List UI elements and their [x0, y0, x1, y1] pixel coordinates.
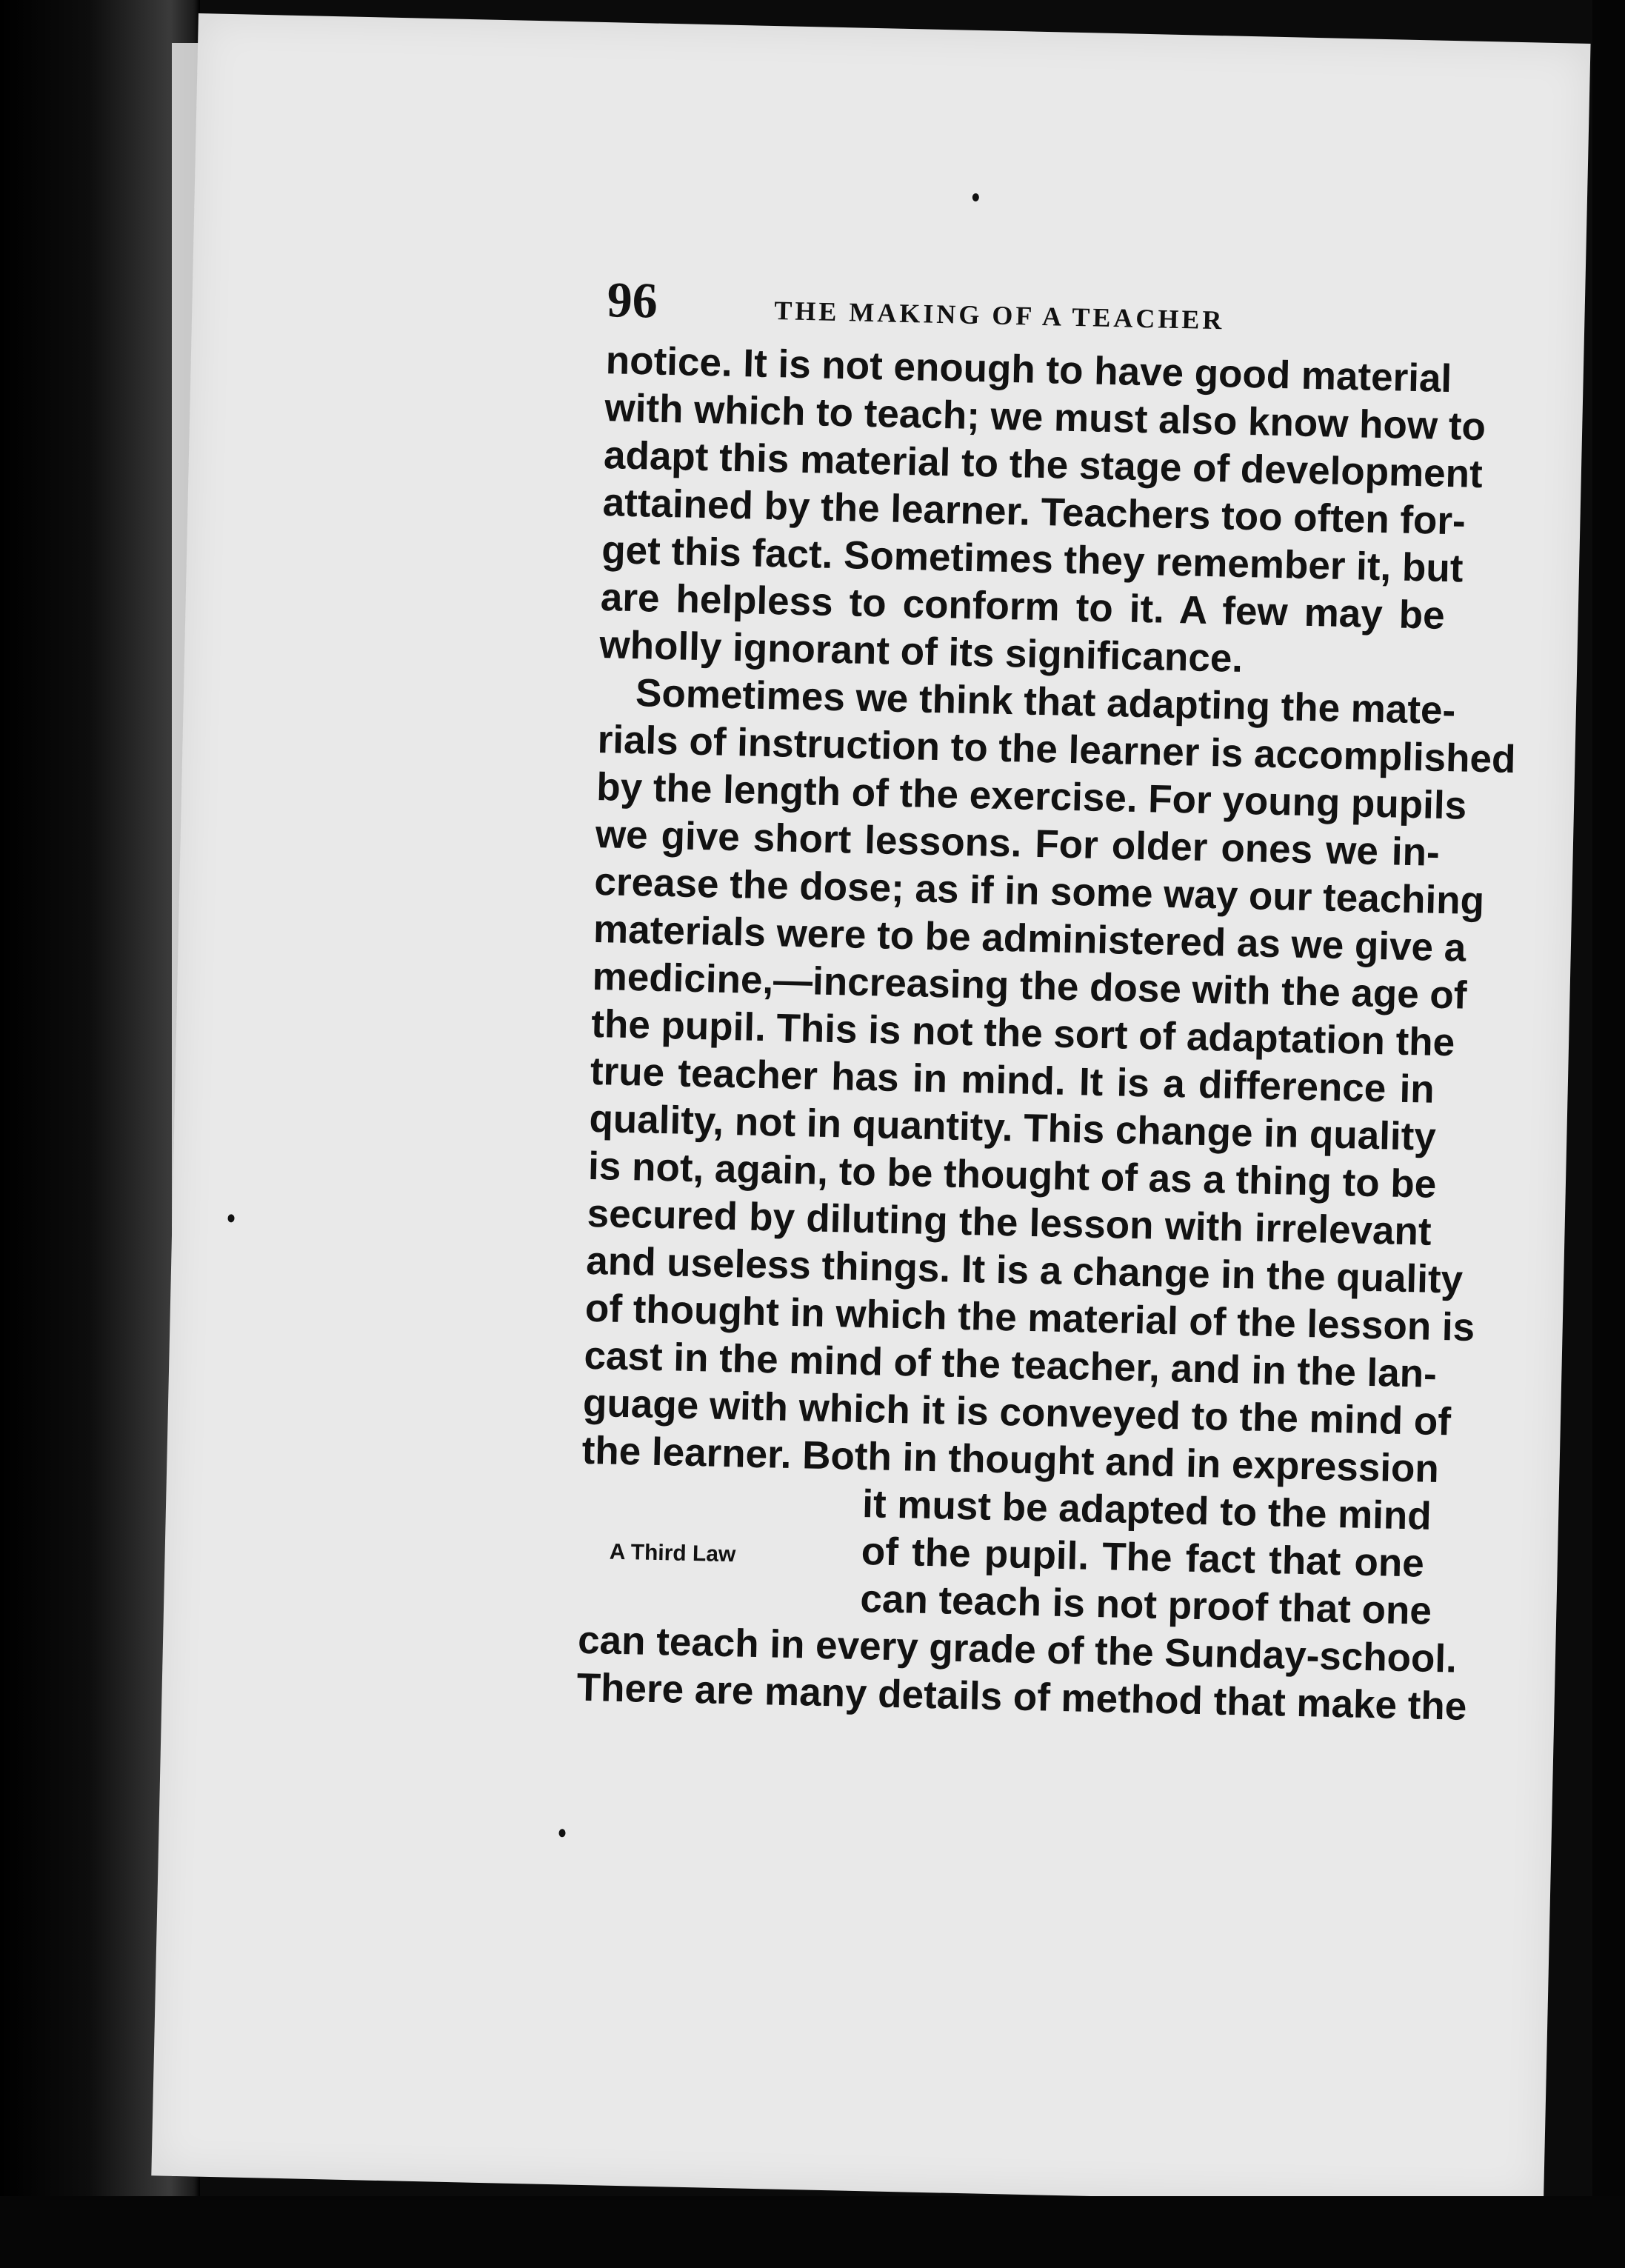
- text-line: secured by diluting the lesson with irrelevant: [587, 1191, 1432, 1254]
- text-line: wholly ignorant of its significance.: [598, 623, 1244, 681]
- text-line: we give short lessons. For older ones we in-: [595, 812, 1441, 875]
- scan-speck: [558, 1829, 565, 1837]
- text-line: Sometimes we think that adapting the mate-: [635, 671, 1456, 733]
- scan-speck: [972, 193, 979, 201]
- scan-speck: [227, 1214, 234, 1222]
- page-surface: [151, 13, 1590, 2206]
- page-text: [576, 270, 1517, 1730]
- paragraph-3: [576, 1617, 1467, 1730]
- text-line: medicine,—increasing the dose with the age of: [592, 954, 1468, 1018]
- text-line: true teacher has in mind. It is a difference in: [590, 1049, 1435, 1112]
- text-line: attained by the learner. Teachers too often for-: [602, 481, 1466, 544]
- text-line: with which to teach; we must also know how to: [604, 386, 1486, 450]
- paragraph-2: [581, 669, 1517, 1493]
- text-line: is not, again, to be thought of as a thing to be: [587, 1144, 1437, 1207]
- text-line: rials of instruction to the learner is accomplished: [597, 717, 1517, 782]
- page-number: 96: [606, 271, 658, 329]
- right-border: [1592, 0, 1625, 2268]
- text-line: of the pupil. The fact that one: [861, 1530, 1425, 1586]
- text-line: and useless things. It is a change in the quality: [585, 1238, 1464, 1302]
- text-line: materials were to be administered as we give a: [593, 907, 1466, 970]
- text-line: crease the dose; as if in some way our teaching: [593, 859, 1485, 924]
- text-line: guage with which it is conveyed to the mind of: [582, 1381, 1452, 1444]
- text-line: it must be adapted to the mind: [861, 1482, 1432, 1538]
- margin-note: A Third Law: [609, 1539, 736, 1567]
- bottom-border: [0, 2196, 1625, 2268]
- text-line: quality, not in quantity. This change in quality: [588, 1096, 1437, 1159]
- text-line: the learner. Both in thought and in expression: [581, 1428, 1440, 1491]
- paragraph-1: [598, 337, 1486, 687]
- text-line: are helpless to conform to it. A few may be: [600, 576, 1446, 638]
- running-title: THE MAKING OF A TEACHER: [773, 296, 1225, 336]
- text-line: by the length of the exercise. For young pupils: [595, 764, 1467, 828]
- text-line: the pupil. This is not the sort of adaptation the: [590, 1001, 1455, 1065]
- text-line: cast in the mind of the teacher, and in the lan-: [583, 1333, 1438, 1396]
- text-line: can teach in every grade of the Sunday-school.: [577, 1618, 1458, 1681]
- text-line: can teach is not proof that one: [859, 1577, 1432, 1633]
- margin-note-section: [578, 1475, 1432, 1635]
- text-line: There are many details of method that make the: [576, 1665, 1467, 1729]
- text-line: get this fact. Sometimes they remember it, but: [601, 528, 1464, 591]
- text-line: notice. It is not enough to have good material: [605, 338, 1452, 401]
- text-line: of thought in which the material of the lesson is: [584, 1286, 1475, 1350]
- text-line: adapt this material to the stage of development: [603, 433, 1484, 496]
